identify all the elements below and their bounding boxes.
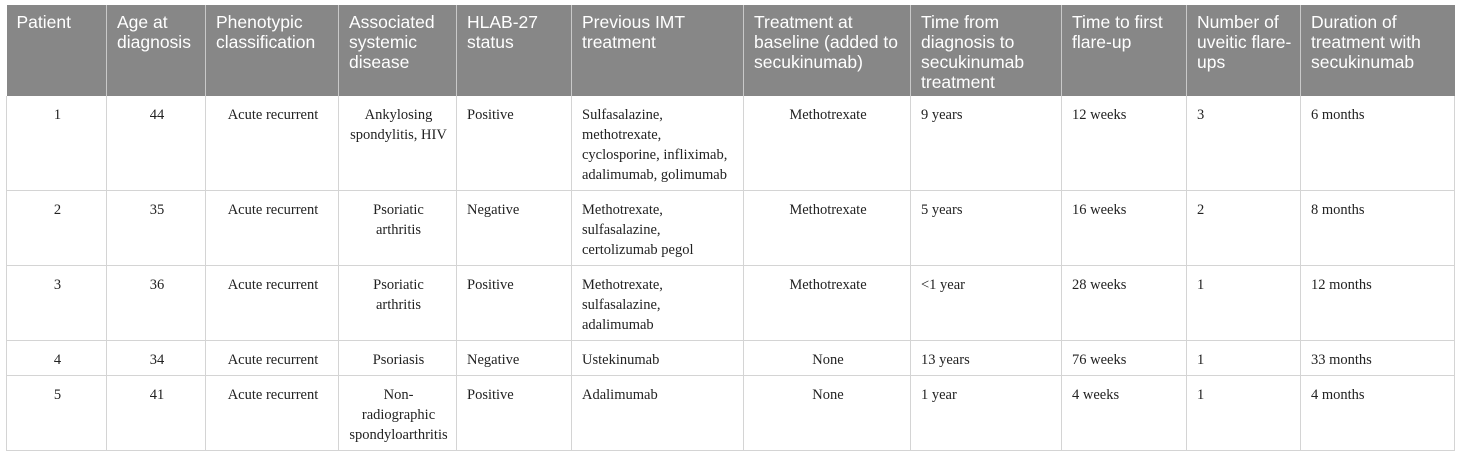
cell-baseline-treatment: None xyxy=(744,341,911,376)
cell-baseline-treatment: Methotrexate xyxy=(744,266,911,341)
cell-flare-count: 3 xyxy=(1187,96,1301,191)
cell-time-to-secukinumab: 9 years xyxy=(911,96,1062,191)
cell-flare-count: 1 xyxy=(1187,376,1301,451)
header-time-to-secukinumab: Time from diagnosis to secukinumab treatment xyxy=(911,5,1062,96)
header-age: Age at diagnosis xyxy=(107,5,206,96)
cell-patient: 1 xyxy=(7,96,107,191)
cell-baseline-treatment: Methotrexate xyxy=(744,96,911,191)
cell-time-to-flare: 12 weeks xyxy=(1062,96,1187,191)
header-patient: Patient xyxy=(7,5,107,96)
header-duration: Duration of treatment with secukinumab xyxy=(1301,5,1455,96)
cell-time-to-flare: 76 weeks xyxy=(1062,341,1187,376)
cell-age: 36 xyxy=(107,266,206,341)
cell-previous-imt: Methotrexate, sulfasalazine, certolizumab pegol xyxy=(572,191,744,266)
cell-duration: 12 months xyxy=(1301,266,1455,341)
cell-previous-imt: Ustekinumab xyxy=(572,341,744,376)
cell-age: 44 xyxy=(107,96,206,191)
cell-time-to-secukinumab: <1 year xyxy=(911,266,1062,341)
cell-systemic-disease: Psoriatic arthritis xyxy=(339,266,457,341)
cell-duration: 4 months xyxy=(1301,376,1455,451)
cell-patient: 2 xyxy=(7,191,107,266)
header-time-to-flare: Time to first flare-up xyxy=(1062,5,1187,96)
cell-time-to-secukinumab: 5 years xyxy=(911,191,1062,266)
table-row xyxy=(7,266,1455,341)
cell-patient: 3 xyxy=(7,266,107,341)
header-previous-imt: Previous IMT treatment xyxy=(572,5,744,96)
cell-phenotype: Acute recurrent xyxy=(206,376,339,451)
cell-phenotype: Acute recurrent xyxy=(206,191,339,266)
table-row xyxy=(7,376,1455,451)
patient-table xyxy=(6,5,1455,451)
cell-flare-count: 1 xyxy=(1187,266,1301,341)
cell-duration: 33 months xyxy=(1301,341,1455,376)
cell-hlab27: Positive xyxy=(457,266,572,341)
cell-patient: 4 xyxy=(7,341,107,376)
cell-hlab27: Negative xyxy=(457,191,572,266)
table-row xyxy=(7,96,1455,191)
cell-duration: 8 months xyxy=(1301,191,1455,266)
cell-time-to-flare: 4 weeks xyxy=(1062,376,1187,451)
header-phenotype: Phenotypic classification xyxy=(206,5,339,96)
cell-time-to-secukinumab: 1 year xyxy=(911,376,1062,451)
cell-hlab27: Positive xyxy=(457,376,572,451)
cell-phenotype: Acute recurrent xyxy=(206,96,339,191)
cell-systemic-disease: Psoriatic arthritis xyxy=(339,191,457,266)
cell-previous-imt: Sulfasalazine, methotrexate, cyclosporine, infliximab, adalimumab, golimumab xyxy=(572,96,744,191)
cell-time-to-secukinumab: 13 years xyxy=(911,341,1062,376)
cell-systemic-disease: Psoriasis xyxy=(339,341,457,376)
cell-phenotype: Acute recurrent xyxy=(206,266,339,341)
cell-hlab27: Positive xyxy=(457,96,572,191)
header-hlab27: HLAB-27 status xyxy=(457,5,572,96)
cell-phenotype: Acute recurrent xyxy=(206,341,339,376)
cell-previous-imt: Methotrexate, sulfasalazine, adalimumab xyxy=(572,266,744,341)
cell-age: 34 xyxy=(107,341,206,376)
cell-systemic-disease: Ankylosing spondylitis, HIV xyxy=(339,96,457,191)
cell-systemic-disease: Non-radiographic spondyloarthritis xyxy=(339,376,457,451)
table-row xyxy=(7,191,1455,266)
cell-baseline-treatment: None xyxy=(744,376,911,451)
table-row xyxy=(7,341,1455,376)
cell-previous-imt: Adalimumab xyxy=(572,376,744,451)
header-row xyxy=(7,5,1455,96)
header-baseline-treatment: Treatment at baseline (added to secukinumab) xyxy=(744,5,911,96)
cell-time-to-flare: 16 weeks xyxy=(1062,191,1187,266)
cell-baseline-treatment: Methotrexate xyxy=(744,191,911,266)
cell-flare-count: 2 xyxy=(1187,191,1301,266)
cell-duration: 6 months xyxy=(1301,96,1455,191)
cell-age: 41 xyxy=(107,376,206,451)
header-systemic-disease: Associated systemic disease xyxy=(339,5,457,96)
cell-patient: 5 xyxy=(7,376,107,451)
cell-hlab27: Negative xyxy=(457,341,572,376)
header-flare-count: Number of uveitic flare-ups xyxy=(1187,5,1301,96)
cell-age: 35 xyxy=(107,191,206,266)
cell-time-to-flare: 28 weeks xyxy=(1062,266,1187,341)
cell-flare-count: 1 xyxy=(1187,341,1301,376)
